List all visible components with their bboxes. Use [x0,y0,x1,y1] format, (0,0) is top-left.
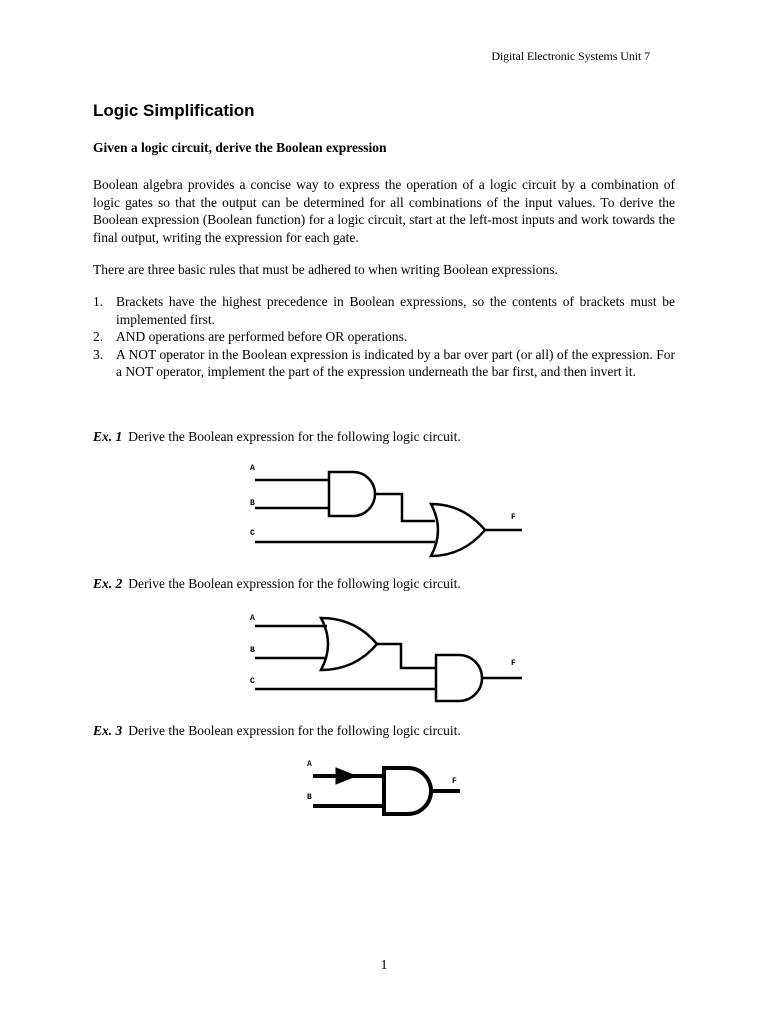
example-2-prompt [93,576,461,592]
example-text: Derive the Boolean expression for the following logic circuit. [128,723,461,738]
rule-text: A NOT operator in the Boolean expression is indicated by a bar over part (or all) of the expression. For a NOT operator, implement the part of the expression underneath the bar first, and then invert it. [116,346,675,379]
wire-and-out [375,494,435,521]
output-label-f: F [511,513,516,522]
input-label-b: B [250,499,255,508]
page-number: 1 [380,958,388,973]
example-label: Ex. 1 [93,429,123,444]
rules-list [93,293,675,381]
example-3-circuit [300,756,470,822]
input-label-a: A [250,614,255,623]
input-label-a: A [250,464,255,473]
rule-item [93,293,675,328]
example-1-circuit [245,462,535,566]
output-label-f: F [511,659,516,668]
and-gate [384,768,431,814]
inverter-arrow [336,768,356,784]
example-text: Derive the Boolean expression for the following logic circuit. [128,576,461,591]
input-label-b: B [307,793,312,802]
wire-or-out [377,644,437,668]
example-label: Ex. 2 [93,576,123,591]
rule-number: 1. [93,294,104,309]
rule-item [93,328,675,346]
input-label-c: C [250,677,255,686]
example-1-prompt [93,429,461,445]
input-label-a: A [307,760,312,769]
running-header: Digital Electronic Systems Unit 7 [491,49,650,63]
rule-item [93,346,675,381]
rule-number: 3. [93,346,104,362]
intro-paragraph: Boolean algebra provides a concise way to express the operation of a logic circuit by a combination of logic gates so that the output can be determined for all combinations of the input values. To derive the Boolean expression (Boolean function) for a logic circuit, start at the left-most inputs and work towards the final output, writing the expression for each gate. [93,177,675,245]
example-text: Derive the Boolean expression for the following logic circuit. [128,429,461,444]
or-gate [431,504,485,556]
rule-number: 2. [93,329,104,344]
and-gate [329,472,375,516]
example-2-circuit [245,609,535,713]
rule-text: Brackets have the highest precedence in Boolean expressions, so the contents of brackets must be implemented first. [116,294,675,327]
input-label-c: C [250,529,255,538]
example-3-prompt [93,723,461,739]
input-label-b: B [250,646,255,655]
example-label: Ex. 3 [93,723,123,738]
section-subtitle: Given a logic circuit, derive the Boolean expression [93,140,387,155]
rules-intro-paragraph: There are three basic rules that must be adhered to when writing Boolean expressions. [93,262,558,277]
or-gate [321,618,377,670]
rule-text: AND operations are performed before OR operations. [116,329,408,344]
page-title: Logic Simplification [93,101,255,120]
and-gate [436,655,482,701]
output-label-f: F [452,777,457,786]
